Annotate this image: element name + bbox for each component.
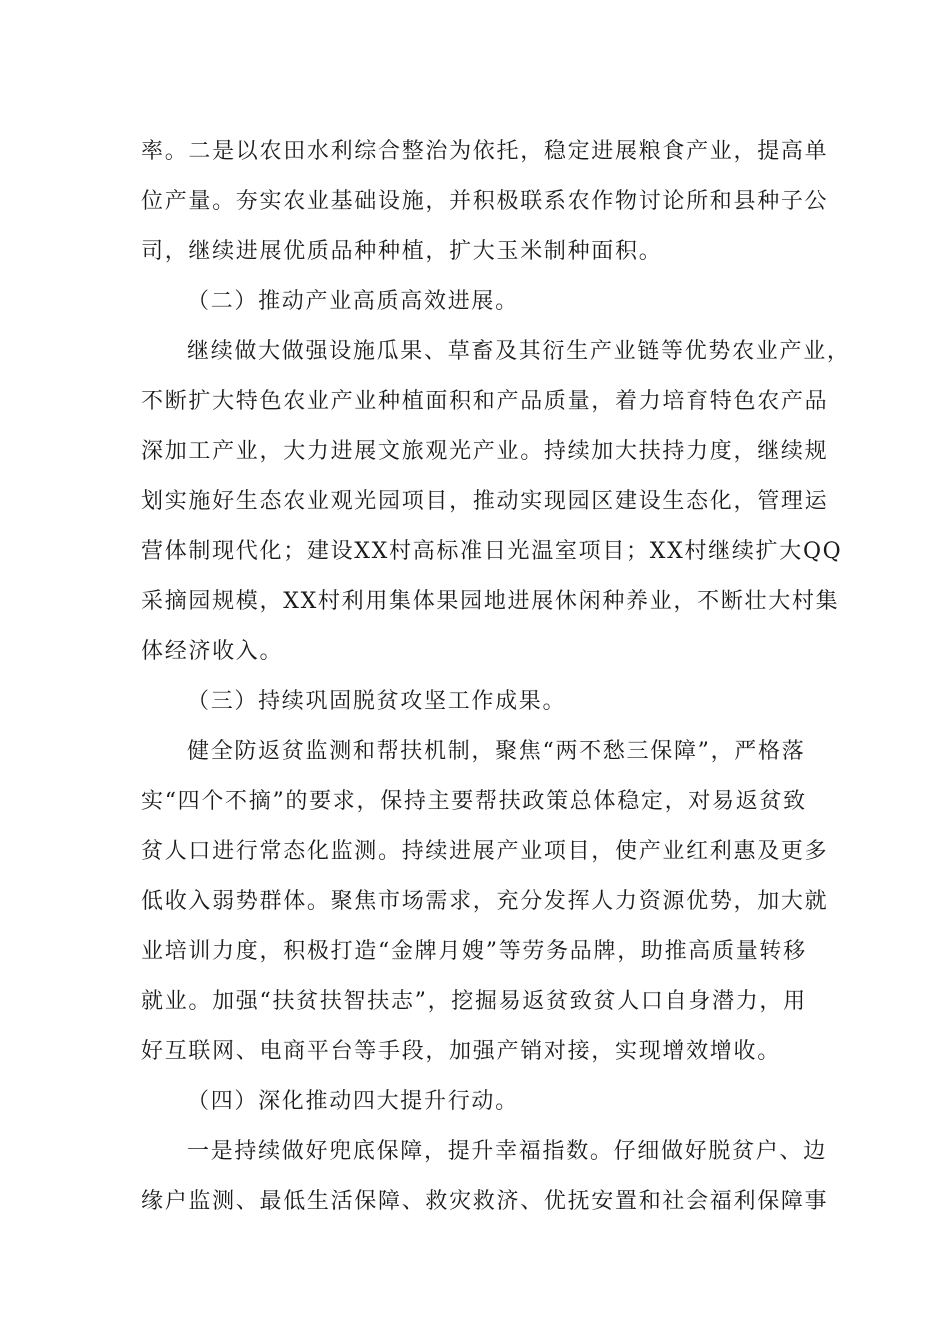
- text-line: 营体制现代化；建设XX村高标准日光温室项目；XX村继续扩大QQ: [141, 539, 843, 564]
- section-heading: （四）深化推动四大提升行动。: [187, 1089, 519, 1114]
- text-line: 贫人口进行常态化监测。持续进展产业项目，使产业红利惠及更多: [141, 839, 829, 864]
- text-line: 一是持续做好兜底保障，提升幸福指数。仔细做好脱贫户、边: [187, 1139, 827, 1164]
- section-heading: （三）持续巩固脱贫攻坚工作成果。: [187, 689, 567, 714]
- text-line: 划实施好生态农业观光园项目，推动实现园区建设生态化，管理运: [141, 489, 829, 514]
- text-line: 体经济收入。: [141, 639, 284, 664]
- text-line: 继续做大做强设施瓜果、草畜及其衍生产业链等优势农业产业，: [187, 339, 851, 364]
- text-line: 司，继续进展优质品种种植，扩大玉米制种面积。: [141, 239, 663, 264]
- text-line: 采摘园规模，XX村利用集体果园地进展休闲种养业，不断壮大村集: [141, 589, 840, 614]
- text-line: 实“四个不摘”的要求，保持主要帮扶政策总体稳定，对易返贫致: [141, 789, 807, 814]
- text-line: 好互联网、电商平台等手段，加强产销对接，实现增效增收。: [141, 1039, 781, 1064]
- text-line: 健全防返贫监测和帮扶机制，聚焦“两不愁三保障”，严格落: [187, 739, 806, 764]
- text-line: 深加工产业，大力进展文旅观光产业。持续加大扶持力度，继续规: [141, 439, 829, 464]
- text-line: 率。二是以农田水利综合整治为依托，稳定进展粮食产业，提高单: [141, 139, 829, 164]
- text-line: 就业。加强“扶贫扶智扶志”，挖掘易返贫致贫人口自身潜力，用: [141, 989, 807, 1014]
- text-line: 业培训力度，积极打造“金牌月嫂”等劳务品牌，助推高质量转移: [141, 939, 807, 964]
- text-line: 不断扩大特色农业产业种植面积和产品质量，着力培育特色农产品: [141, 389, 829, 414]
- text-line: 低收入弱势群体。聚焦市场需求，充分发挥人力资源优势，加大就: [141, 889, 829, 914]
- text-line: 缘户监测、最低生活保障、救灾救济、优抚安置和社会福利保障事: [141, 1189, 829, 1214]
- section-heading: （二）推动产业高质高效进展。: [187, 289, 519, 314]
- text-line: 位产量。夯实农业基础设施，并积极联系农作物讨论所和县种子公: [141, 189, 829, 214]
